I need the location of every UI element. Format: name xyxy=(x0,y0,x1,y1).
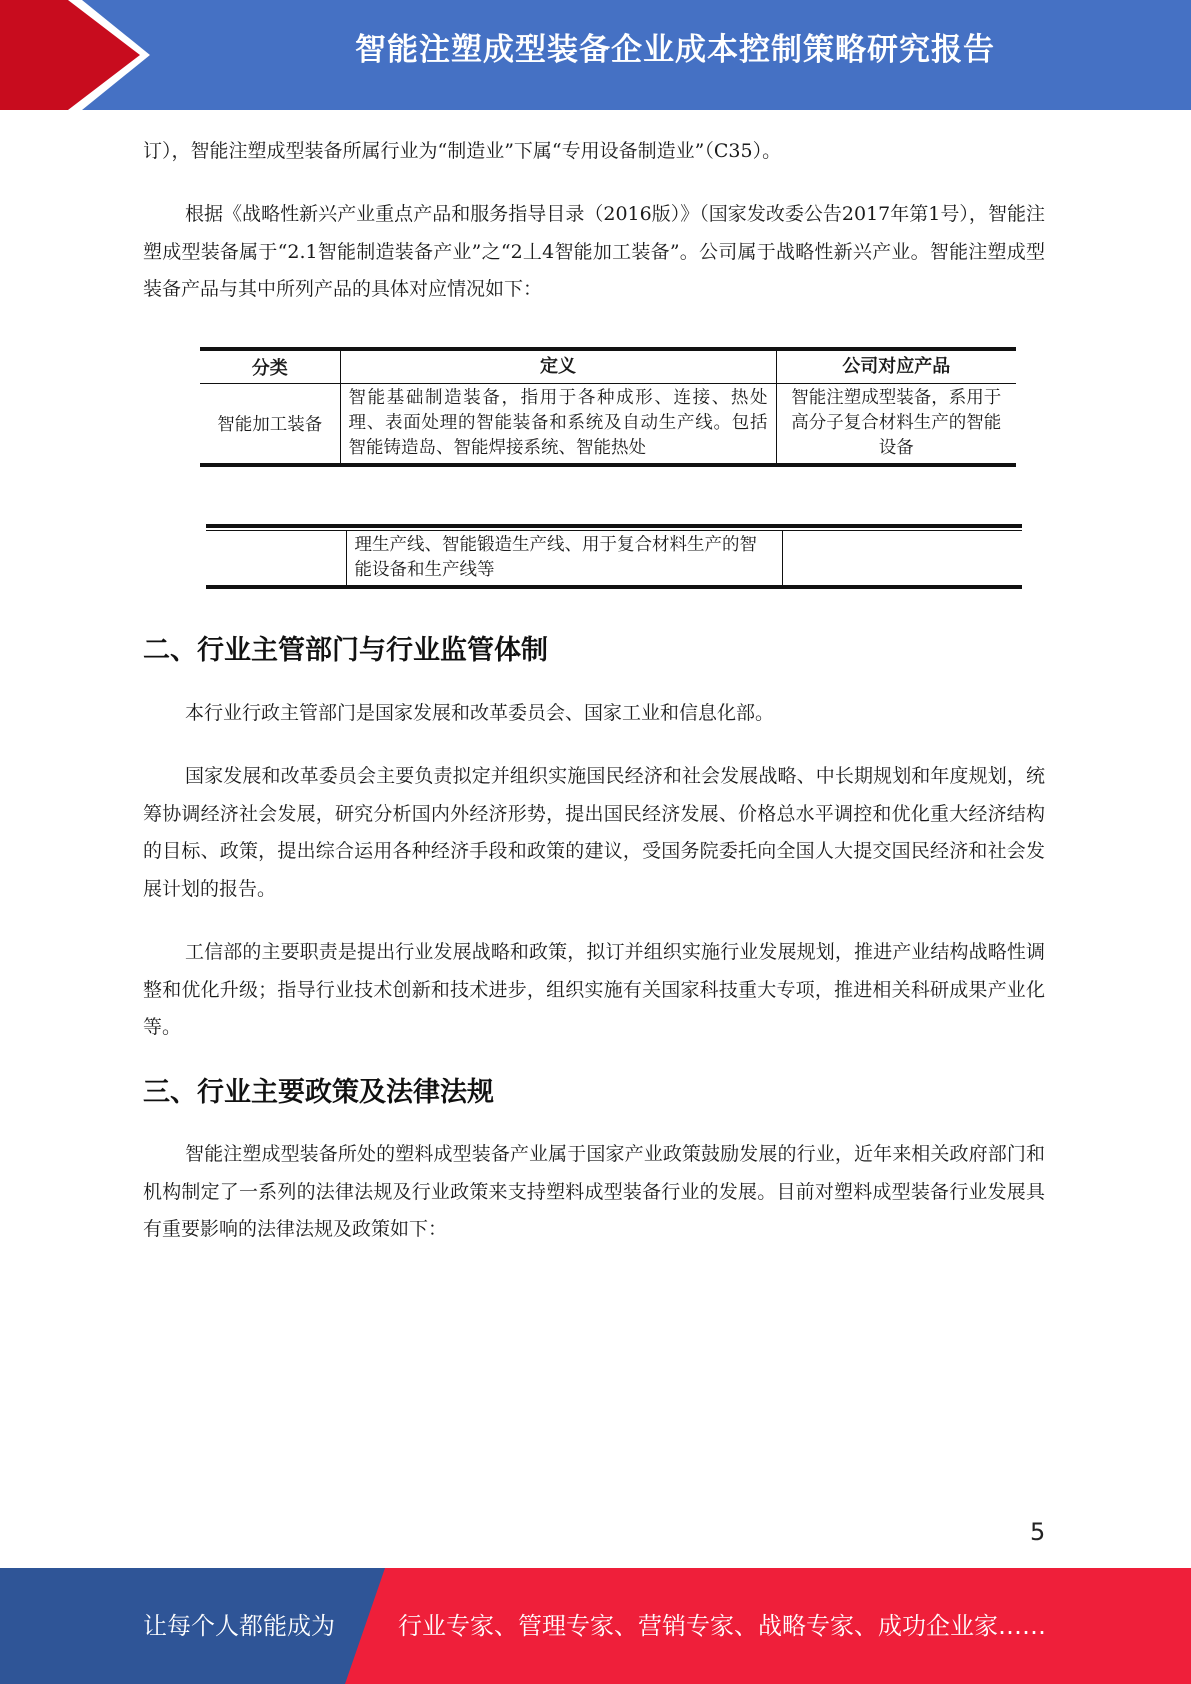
page-header-band xyxy=(0,0,1191,110)
paragraph-regulators: 本行业行政主管部门是国家发展和改革委员会、国家工业和信息化部。 xyxy=(185,702,775,724)
product-mapping-table xyxy=(200,347,1016,467)
product-mapping-table-continued xyxy=(206,524,1022,589)
table-header-definition: 定义 xyxy=(340,349,776,383)
footer-slogan-left: 让每个人都能成为 xyxy=(143,1612,335,1640)
table-cell-category: 智能加工装备 xyxy=(200,383,340,465)
section-heading-regulators: 二、行业主管部门与行业监管体制 xyxy=(143,635,548,666)
paragraph-continuation: 订），智能注塑成型装备所属行业为“制造业”下属“专用设备制造业”（C35）。 xyxy=(143,140,782,162)
table-cell-empty xyxy=(206,531,346,588)
page-footer-band xyxy=(0,1568,1191,1684)
table-cell-definition: 智能基础制造装备，指用于各种成形、连接、热处理、表面处理的智能装备和系统及自动生产线。包括智能铸造岛、智能焊接系统、智能热处 xyxy=(340,383,776,465)
document-title: 智能注塑成型装备企业成本控制策略研究报告 xyxy=(355,32,995,68)
section-heading-policies: 三、行业主要政策及法律法规 xyxy=(143,1077,494,1108)
table-cell-empty xyxy=(782,531,1022,588)
paragraph-catalog: 根据《战略性新兴产业重点产品和服务指导目录（2016版）》（国家发改委公告2017年第1号），智能注塑成型装备属于“2.1智能制造装备产业”之“2丄4智能加工装备”。公司属于战略性新兴产业。智能注塑成型装备产品与其中所列产品的具体对应情况如下： xyxy=(143,203,1045,300)
header-chevron-icon xyxy=(0,0,150,110)
paragraph-policies: 智能注塑成型装备所处的塑料成型装备产业属于国家产业政策鼓励发展的行业，近年来相关政府部门和机构制定了一系列的法律法规及行业政策来支持塑料成型装备行业的发展。目前对塑料成型装备行业发展具有重要影响的法律法规及政策如下： xyxy=(143,1143,1045,1240)
table-cell-definition-cont: 理生产线、智能锻造生产线、用于复合材料生产的智能设备和生产线等 xyxy=(346,531,782,588)
table-header-product: 公司对应产品 xyxy=(776,349,1016,383)
table-header-category: 分类 xyxy=(200,349,340,383)
table-cell-product: 智能注塑成型装备，系用于高分子复合材料生产的智能设备 xyxy=(791,387,1002,458)
paragraph-miit: 工信部的主要职责是提出行业发展战略和政策，拟订并组织实施行业发展规划，推进产业结构战略性调整和优化升级；指导行业技术创新和技术进步，组织实施有关国家科技重大专项，推进相关科研成果产业化等。 xyxy=(143,941,1045,1038)
continuation-table xyxy=(206,530,1022,589)
table-row xyxy=(200,383,1016,465)
table-header-row xyxy=(200,349,1016,383)
table-row xyxy=(206,531,1022,588)
footer-slogan-right: 行业专家、管理专家、营销专家、战略专家、成功企业家…… xyxy=(398,1612,1046,1640)
page-number: 5 xyxy=(1030,1518,1046,1546)
paragraph-ndrc: 国家发展和改革委员会主要负责拟定并组织实施国民经济和社会发展战略、中长期规划和年度规划，统筹协调经济社会发展，研究分析国内外经济形势，提出国民经济发展、价格总水平调控和优化重大经济结构的目标、政策，提出综合运用各种经济手段和政策的建议，受国务院委托向全国人大提交国民经济和社会发展计划的报告。 xyxy=(143,765,1045,900)
